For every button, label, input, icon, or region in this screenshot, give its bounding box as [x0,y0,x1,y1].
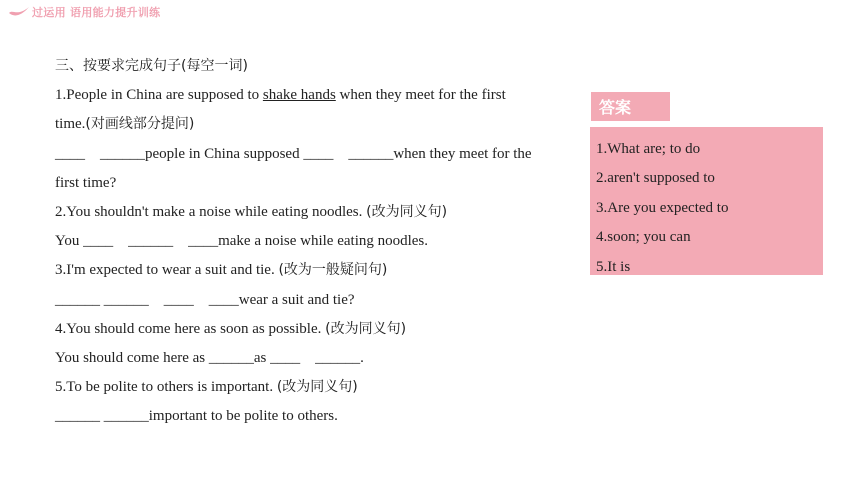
exercise-section [55,52,585,431]
header [8,3,160,21]
question-4-blanks: You should come here as ______as ____ ______. [55,349,364,366]
question-1-blanks-end: first time? [55,174,117,191]
answer-label: 答案 [591,92,670,121]
q2-prompt: 2.You shouldn't make a noise while eating noodles. [55,203,367,220]
question-1-line-1 [55,81,585,110]
question-1-line-2 [55,110,585,139]
answer-item: 5.It is [596,258,631,275]
question-3-blanks: ______ ______ ____ ____wear a suit and tie? [55,291,355,308]
q4-prompt: 4.You should come here as soon as possible. [55,320,326,337]
question-5 [55,373,585,402]
q1-text-a: 1.People in China are supposed to [55,87,263,104]
answer-item: 3.Are you expected to [596,199,729,216]
q1-instruction: (对画线部分提问) [85,116,195,133]
answer-item: 4.soon; you can [596,229,691,246]
question-3 [55,256,585,285]
answer-item: 2.aren't supposed to [596,170,715,187]
logo-icon [8,5,30,19]
header-title: 过运用 语用能力提升训练 [32,6,161,19]
q4-instruction: (改为同义句) [325,320,407,337]
question-2 [55,198,585,227]
q1-text-c: time. [55,116,86,133]
question-1-blanks: ____ ______people in China supposed ____ ______when they meet for the [55,145,532,162]
answer-box [590,127,823,275]
question-5-blanks: ______ ______important to be polite to others. [55,408,338,425]
q3-instruction: (改为一般疑问句) [278,262,388,279]
q2-instruction: (改为同义句) [366,203,448,220]
q1-text-b: when they meet for the first [335,87,506,104]
question-2-blanks: You ____ ______ ____make a noise while eating noodles. [55,233,429,250]
exercise-heading: 三、按要求完成句子(每空一词) [55,58,248,74]
q5-prompt: 5.To be polite to others is important. [55,379,277,396]
answer-item: 1.What are; to do [596,141,701,157]
question-4 [55,315,585,344]
q3-prompt: 3.I'm expected to wear a suit and tie. [55,262,279,279]
q5-instruction: (改为同义句) [276,379,358,396]
q1-underlined-phrase: shake hands [262,87,336,104]
